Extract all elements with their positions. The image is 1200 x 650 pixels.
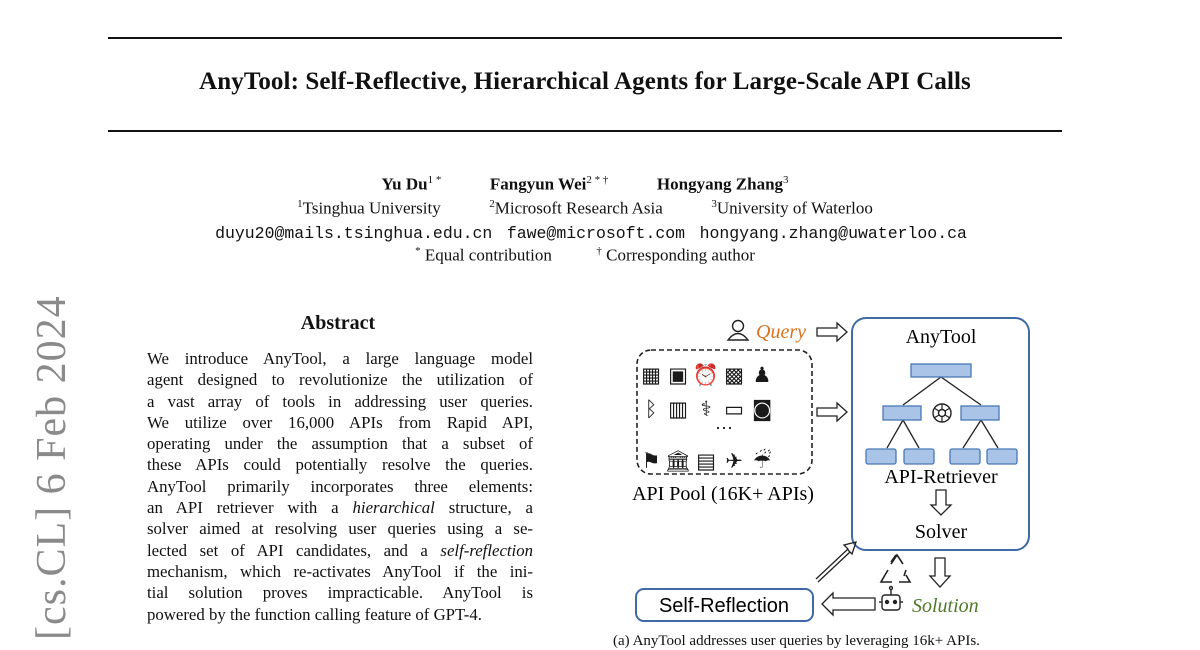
category-node [961, 406, 999, 420]
note-text: Equal contribution [424, 245, 552, 265]
feedback-arrow [816, 542, 856, 579]
arxiv-stamp: [cs.CL] 6 Feb 2024 [29, 295, 75, 640]
gpt-icon [933, 404, 951, 422]
bluetooth-icon: ᛒ [644, 397, 658, 421]
title-rule [108, 130, 1062, 132]
feedback-arrow-stroke [818, 552, 850, 582]
affiliation-line [0, 198, 1170, 219]
battery-icon: ▭ [724, 397, 744, 421]
figure-anytool-overview [600, 300, 1070, 648]
airplane-icon: ✈ [725, 449, 743, 473]
affiliation-mark: 1 [297, 198, 303, 210]
news-icon: ▤ [696, 449, 716, 473]
abstract-heading: Abstract [300, 312, 376, 334]
abstract-body [147, 348, 533, 625]
email-line [0, 223, 1182, 243]
pool-arrow [817, 403, 847, 421]
affiliation: Tsinghua University [302, 198, 441, 218]
note-mark: † [596, 245, 602, 257]
email[interactable]: duyu20@mails.tsinghua.edu.cn [215, 224, 493, 243]
sign-icon: ⚑ [641, 449, 661, 473]
email[interactable]: fawe@microsoft.com [506, 224, 686, 243]
author-line [0, 174, 1170, 195]
down-arrow [931, 490, 951, 515]
note-mark: * [415, 245, 421, 257]
abstract-line: an API retriever with a hierarchical structure, a [147, 498, 533, 518]
id-card-icon: ▣ [668, 363, 688, 387]
abstract-line: a vast array of tools in addressing user queries. [147, 391, 533, 411]
weather-icon: ☔ [752, 449, 772, 473]
abstract-line: agent designed to revolutionize the utilization of [147, 370, 533, 390]
reflection-arrow [822, 593, 875, 615]
doctor-icon: ⚕ [700, 397, 712, 421]
abstract-line: mechanism, which re-activates AnyTool if the ini- [147, 561, 533, 581]
bank-icon: 🏛 [664, 449, 692, 473]
abstract-line: powered by the function calling feature of GPT-4. [147, 604, 482, 624]
query-arrow [817, 323, 847, 341]
retriever-label: API-Retriever [884, 466, 998, 488]
solver-label: Solver [914, 521, 968, 543]
abstract-line: operating under the assumption that a subset of [147, 434, 533, 454]
calculator-icon: ▦ [641, 363, 661, 387]
note-text: Corresponding author [606, 245, 755, 265]
author-name: Hongyang Zhang [656, 174, 784, 194]
user-icon [728, 321, 748, 341]
top-rule [108, 37, 1062, 39]
bar-chart-icon: ▥ [668, 397, 688, 421]
affiliation-mark: 2 [489, 198, 495, 210]
solution-label: Solution [912, 595, 979, 617]
alarm-icon: ⏰ [692, 363, 720, 387]
author-name: Yu Du [381, 174, 428, 194]
affiliation-mark: 3 [711, 198, 717, 210]
camera-icon: ◙ [751, 397, 773, 421]
anytool-label: AnyTool [905, 326, 977, 348]
author-marks: 1 * [427, 174, 442, 186]
email[interactable]: hongyang.zhang@uwaterloo.ca [699, 224, 967, 243]
query-label: Query [756, 321, 806, 343]
robot-icon [879, 587, 903, 611]
author-marks: 2 * † [586, 174, 609, 186]
author-name: Fangyun Wei [489, 174, 587, 194]
pool-ellipsis: ··· [715, 418, 733, 438]
abstract-line: solver aimed at resolving user queries using a se- [147, 519, 533, 539]
root-node [911, 364, 971, 377]
abstract-line: these APIs could potentially resolve the queries. [147, 455, 533, 475]
affiliation: University of Waterloo [716, 198, 873, 218]
category-node [883, 406, 921, 420]
solution-arrow [930, 558, 950, 587]
api-pool-label: API Pool (16K+ APIs) [632, 483, 814, 505]
tool-node [987, 449, 1017, 464]
tool-node [950, 449, 980, 464]
abstract-line: We utilize over 16,000 APIs from Rapid API, [147, 412, 533, 432]
footnote-line [0, 245, 1170, 266]
paper-title: AnyTool: Self-Reflective, Hierarchical Agents for Large-Scale API Calls [199, 68, 971, 95]
abstract-line: lected set of API candidates, and a self-reflection [147, 540, 533, 560]
figure-caption: (a) AnyTool addresses user queries by leveraging 16k+ APIs. [613, 633, 980, 649]
tool-node [904, 449, 934, 464]
recycle-icon [881, 555, 910, 582]
tool-node [866, 449, 896, 464]
abstract-line: tial solution proves impracticable. AnyTool is [147, 583, 533, 603]
abstract-line: We introduce AnyTool, a large language model [147, 349, 533, 368]
author-marks: 3 [783, 174, 789, 186]
affiliation: Microsoft Research Asia [494, 198, 663, 218]
api-icon-grid [641, 362, 772, 473]
abstract-line: AnyTool primarily incorporates three elements: [147, 476, 533, 496]
team-icon: ♟ [752, 363, 772, 387]
self-reflection-label: Self-Reflection [658, 595, 790, 617]
chart-card-icon: ▩ [724, 363, 744, 387]
